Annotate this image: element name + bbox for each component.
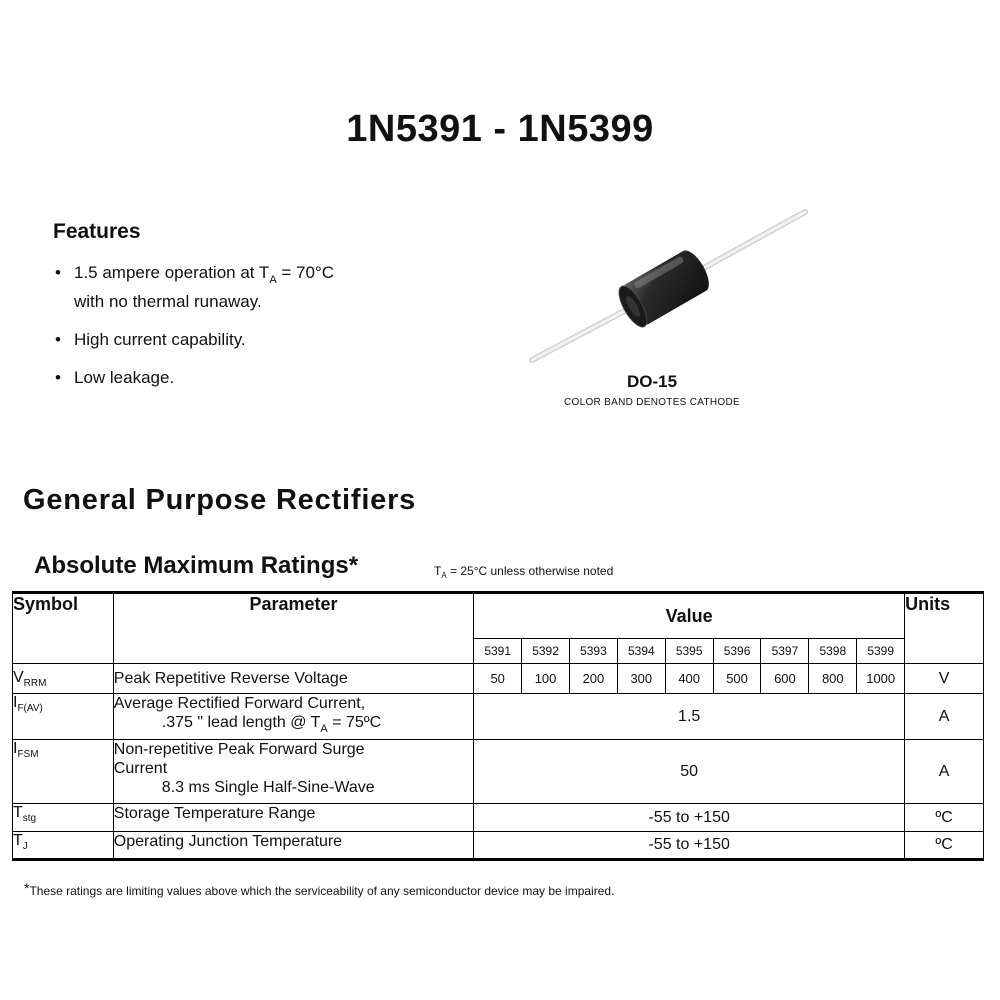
parameter-cell bbox=[113, 832, 473, 860]
value-cell: 500 bbox=[713, 664, 761, 694]
symbol-subscript: FSM bbox=[17, 749, 39, 760]
table-row bbox=[13, 740, 984, 804]
parameter-text-part: .375 " lead length @ T bbox=[161, 714, 321, 731]
header-symbol: Symbol bbox=[13, 593, 114, 664]
value-cell: -55 to +150 bbox=[474, 832, 905, 860]
part-number: 5392 bbox=[522, 639, 570, 664]
header-parameter: Parameter bbox=[113, 593, 473, 664]
part-number: 5396 bbox=[713, 639, 761, 664]
parameter-text: Operating Junction Temperature bbox=[113, 833, 343, 850]
value-cell: -55 to +150 bbox=[474, 804, 905, 832]
table-row bbox=[13, 832, 984, 860]
value-cell: 50 bbox=[474, 740, 905, 804]
parameter-cell bbox=[113, 694, 473, 740]
parameter-text: Current bbox=[113, 760, 168, 777]
parameter-subscript: A bbox=[320, 723, 328, 735]
part-number: 5399 bbox=[857, 639, 905, 664]
value-cell: 800 bbox=[809, 664, 857, 694]
symbol-cell bbox=[13, 832, 114, 860]
ratings-table bbox=[12, 591, 984, 861]
feature-text: 1.5 ampere operation at T bbox=[74, 263, 270, 282]
parameter-text: Non-repetitive Peak Forward Surge bbox=[113, 741, 365, 758]
symbol-subscript: stg bbox=[22, 813, 37, 824]
symbol-letter: I bbox=[13, 740, 18, 757]
ratings-heading: Absolute Maximum Ratings* bbox=[34, 552, 359, 579]
symbol-subscript: J bbox=[22, 841, 28, 852]
parameter-text: Average Rectified Forward Current, bbox=[113, 695, 366, 712]
feature-text: = 70°C bbox=[276, 263, 335, 282]
value-cell: 300 bbox=[617, 664, 665, 694]
table-row bbox=[13, 694, 984, 740]
diode-lead bbox=[700, 212, 805, 270]
unit-cell: ºC bbox=[905, 804, 984, 832]
unit-cell: V bbox=[905, 664, 984, 694]
header-value: Value bbox=[474, 593, 905, 639]
parameter-cell bbox=[113, 664, 473, 694]
header-units: Units bbox=[905, 593, 984, 664]
feature-subscript: A bbox=[269, 274, 277, 286]
symbol-cell bbox=[13, 664, 114, 694]
condition-text: T bbox=[434, 564, 442, 578]
value-cell: 200 bbox=[569, 664, 617, 694]
value-cell: 400 bbox=[665, 664, 713, 694]
parameter-cell bbox=[113, 804, 473, 832]
value-cell: 50 bbox=[474, 664, 522, 694]
feature-text: with no thermal runaway. bbox=[74, 292, 262, 311]
part-number: 5391 bbox=[474, 639, 522, 664]
parameter-text bbox=[114, 713, 473, 739]
features-heading: Features bbox=[53, 220, 141, 243]
part-number: 5394 bbox=[617, 639, 665, 664]
symbol-subscript: F(AV) bbox=[17, 703, 43, 714]
symbol-cell bbox=[13, 694, 114, 740]
value-cell: 1000 bbox=[857, 664, 905, 694]
table-row bbox=[13, 804, 984, 832]
feature-item bbox=[53, 367, 334, 389]
symbol-cell bbox=[13, 804, 114, 832]
ratings-condition bbox=[434, 564, 613, 580]
parameter-text: Peak Repetitive Reverse Voltage bbox=[113, 670, 348, 687]
parameter-text: Storage Temperature Range bbox=[113, 805, 316, 822]
general-purpose-heading: General Purpose Rectifiers bbox=[23, 484, 417, 516]
package-note: COLOR BAND DENOTES CATHODE bbox=[564, 397, 740, 408]
diode-lead bbox=[532, 308, 630, 360]
footnote-star: * bbox=[24, 880, 30, 896]
symbol-letter: I bbox=[13, 694, 18, 711]
unit-cell: ºC bbox=[905, 832, 984, 860]
symbol-letter: V bbox=[13, 668, 24, 686]
unit-cell: A bbox=[905, 694, 984, 740]
symbol-cell bbox=[13, 740, 114, 804]
value-cell: 600 bbox=[761, 664, 809, 694]
parameter-text-part: = 75ºC bbox=[327, 714, 382, 731]
unit-cell: A bbox=[905, 740, 984, 804]
feature-text: High current capability. bbox=[74, 330, 246, 349]
package-name: DO-15 bbox=[626, 372, 678, 391]
page-title: 1N5391 - 1N5399 bbox=[346, 108, 654, 150]
value-cell: 100 bbox=[522, 664, 570, 694]
part-number: 5393 bbox=[569, 639, 617, 664]
condition-subscript: A bbox=[441, 571, 447, 580]
footnote-text: These ratings are limiting values above which the serviceability of any semiconductor device may be impaired. bbox=[29, 884, 615, 898]
part-number: 5395 bbox=[665, 639, 713, 664]
parameter-cell bbox=[113, 740, 473, 804]
parameter-text: 8.3 ms Single Half-Sine-Wave bbox=[161, 779, 375, 796]
features-list bbox=[53, 262, 334, 405]
symbol-subscript: RRM bbox=[23, 677, 47, 689]
part-number: 5397 bbox=[761, 639, 809, 664]
symbol-letter: T bbox=[13, 832, 23, 849]
feature-item bbox=[53, 262, 334, 313]
value-cell: 1.5 bbox=[474, 694, 905, 740]
symbol-letter: T bbox=[13, 804, 23, 821]
feature-item bbox=[53, 329, 334, 351]
feature-text: Low leakage. bbox=[74, 368, 175, 387]
footnote bbox=[24, 880, 614, 898]
diode-package-image bbox=[520, 200, 820, 375]
part-number: 5398 bbox=[809, 639, 857, 664]
condition-text: = 25°C unless otherwise noted bbox=[446, 564, 614, 578]
table-row bbox=[13, 664, 984, 694]
